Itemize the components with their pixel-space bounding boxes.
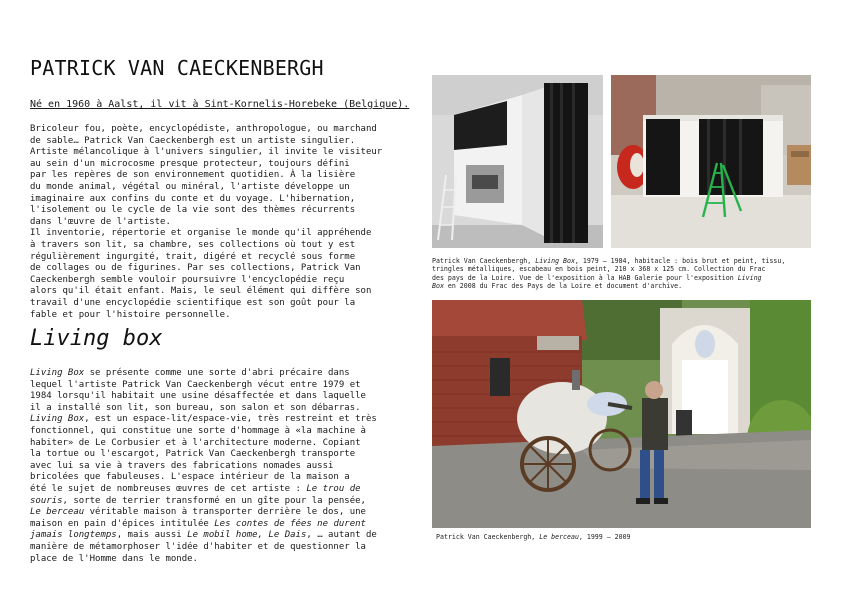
text-span: lequel l'artiste Patrick Van Caeckenbergh vécut entre 1979 et	[30, 379, 361, 390]
caption-line	[432, 282, 812, 290]
intro-line: imaginaire aux confins du conte et du voyage. L'hibernation,	[30, 193, 356, 204]
italic-text: Le mobil home, Le Dais	[187, 530, 307, 541]
intro-line: dans l'œuvre de l'artiste.	[30, 216, 171, 227]
caption-line	[436, 533, 812, 541]
page-title: PATRICK VAN CAECKENBERGH	[30, 56, 324, 80]
living-box-line	[30, 391, 402, 403]
text-span: , mais aussi	[116, 530, 188, 541]
intro-paragraph	[30, 124, 402, 321]
intro-line: travail d'une encyclopédie scientifique est son goût pour la	[30, 297, 356, 308]
caption-line	[432, 257, 812, 265]
intro-line: alors qu'il était enfant. Mais, le seul élément qui diffère son	[30, 286, 372, 297]
text-span: la tortue ou l'escargot, Patrick Van Caeckenbergh transporte	[30, 449, 356, 460]
italic-text: Living	[737, 273, 762, 282]
italic-text: jamais longtemps	[30, 530, 117, 541]
text-span: 1984 lorsqu'il habitait une usine désaffectée et dans laquelle	[30, 391, 366, 402]
le-berceau-photo	[432, 300, 811, 528]
text-span: des pays de la Loire. Vue de l'exposition à la HAB Galerie pour l'exposition	[432, 273, 738, 282]
text-span: été le sujet de nombreuses œuvres de cet artiste :	[30, 483, 307, 494]
text-span: avec lui sa vie à travers des fabrications nomades aussi	[30, 460, 334, 471]
intro-line: Caeckenbergh semble vouloir poursuivre l'encyclopédie reçu	[30, 274, 345, 285]
living-box-paragraph	[30, 368, 402, 565]
italic-text: Living Box	[30, 414, 85, 425]
text-span: , … autant de	[306, 530, 377, 541]
italic-text: Le berceau	[30, 507, 85, 518]
text-span: , est un espace-lit/espace-vie, très restreint et très	[84, 414, 377, 425]
living-box-line	[30, 461, 402, 473]
intro-line: de collages ou de figurines. Par ses collections, Patrick Van	[30, 263, 361, 274]
living-box-line	[30, 484, 402, 496]
living-box-line	[30, 542, 402, 554]
text-span: fonctionnel, qui constitue une sorte d'hommage à «la machine à	[30, 425, 366, 436]
living-box-line	[30, 426, 402, 438]
birth-line: Né en 1960 à Aalst, il vit à Sint-Kornelis-Horebeke (Belgique).	[30, 99, 410, 110]
intro-line: l'isolement ou le cycle de la vie sont des thèmes récurrents	[30, 205, 356, 216]
text-span: , sorte de terrier transformé en un gîte pour la pensée,	[62, 495, 366, 506]
living-box-archive-photo	[432, 75, 603, 248]
caption-line	[432, 265, 812, 273]
living-box-line	[30, 519, 402, 531]
italic-text: souris	[30, 495, 63, 506]
living-box-line	[30, 530, 402, 542]
living-box-line	[30, 507, 402, 519]
text-span: tringles métalliques, escabeau en bois peint, 210 x 368 x 125 cm. Collection du Frac	[432, 265, 766, 274]
intro-line: de sable… Patrick Van Caeckenbergh est un artiste singulier.	[30, 135, 356, 146]
text-span: il a installé son lit, son bureau, son salon et son débarras.	[30, 402, 361, 413]
intro-line: à travers son lit, sa chambre, ses collections où tout y est	[30, 239, 356, 250]
text-span: maison en pain d'épices intitulée	[30, 518, 215, 529]
living-box-line	[30, 449, 402, 461]
text-span: Patrick Van Caeckenbergh,	[436, 533, 540, 541]
text-span: place de l'Homme dans le monde.	[30, 553, 198, 564]
living-box-line	[30, 554, 402, 566]
living-box-gallery-photo	[611, 75, 811, 248]
intro-line: régulièrement ingurgité, trait, digéré et recyclé sous forme	[30, 251, 356, 262]
text-span: en 2008 du Frac des Pays de la Loire et document d'archive.	[443, 282, 683, 291]
italic-text: Le trou de	[306, 483, 361, 494]
section-title: Living box	[30, 326, 163, 351]
text-span: se présente comme une sorte d'abri précaire dans	[84, 368, 350, 378]
living-box-line	[30, 368, 402, 380]
intro-line: au sein d'un microcosme presque protecteur, toujours défini	[30, 158, 350, 169]
text-span: Patrick Van Caeckenbergh,	[432, 257, 536, 265]
italic-text: Living Box	[535, 257, 575, 265]
living-box-line	[30, 472, 402, 484]
intro-line: du monde animal, végétal ou minéral, l'artiste développe un	[30, 181, 350, 192]
italic-text: Box	[432, 282, 444, 291]
italic-text: Les contes de fées ne durent	[214, 518, 366, 529]
living-box-line	[30, 380, 402, 392]
intro-line: par les repères de son environnement quotidien. À la lisière	[30, 170, 356, 181]
text-span: , 1999 – 2009	[578, 533, 631, 541]
intro-line: Artiste mélancolique à l'univers singulier, il invite le visiteur	[30, 147, 383, 158]
italic-text: Living Box	[30, 368, 85, 378]
caption-line	[432, 274, 812, 282]
text-span: manière de métamorphoser l'idée d'habiter et de questionner la	[30, 541, 366, 552]
text-span: , 1979 – 1984, habitacle : bois brut et peint, tissu,	[574, 257, 786, 265]
text-span: bricolées que fabuleuses. L'espace intérieur de la maison a	[30, 472, 350, 483]
text-span: habiter» de Le Corbusier et à l'architecture moderne. Copiant	[30, 437, 361, 448]
intro-line: Il inventorie, répertorie et organise le monde qu'il appréhende	[30, 228, 372, 239]
living-box-line	[30, 496, 402, 508]
living-box-line	[30, 438, 402, 450]
le-berceau-caption	[436, 533, 812, 541]
living-box-line	[30, 403, 402, 415]
intro-line: Bricoleur fou, poète, encyclopédiste, anthropologue, ou marchand	[30, 124, 377, 134]
text-span: véritable maison à transporter derrière le dos, une	[84, 507, 366, 518]
living-box-caption	[432, 257, 812, 291]
intro-line: fable et pour l'histoire personnelle.	[30, 309, 231, 320]
italic-text: Le berceau	[539, 533, 579, 541]
living-box-line	[30, 414, 402, 426]
